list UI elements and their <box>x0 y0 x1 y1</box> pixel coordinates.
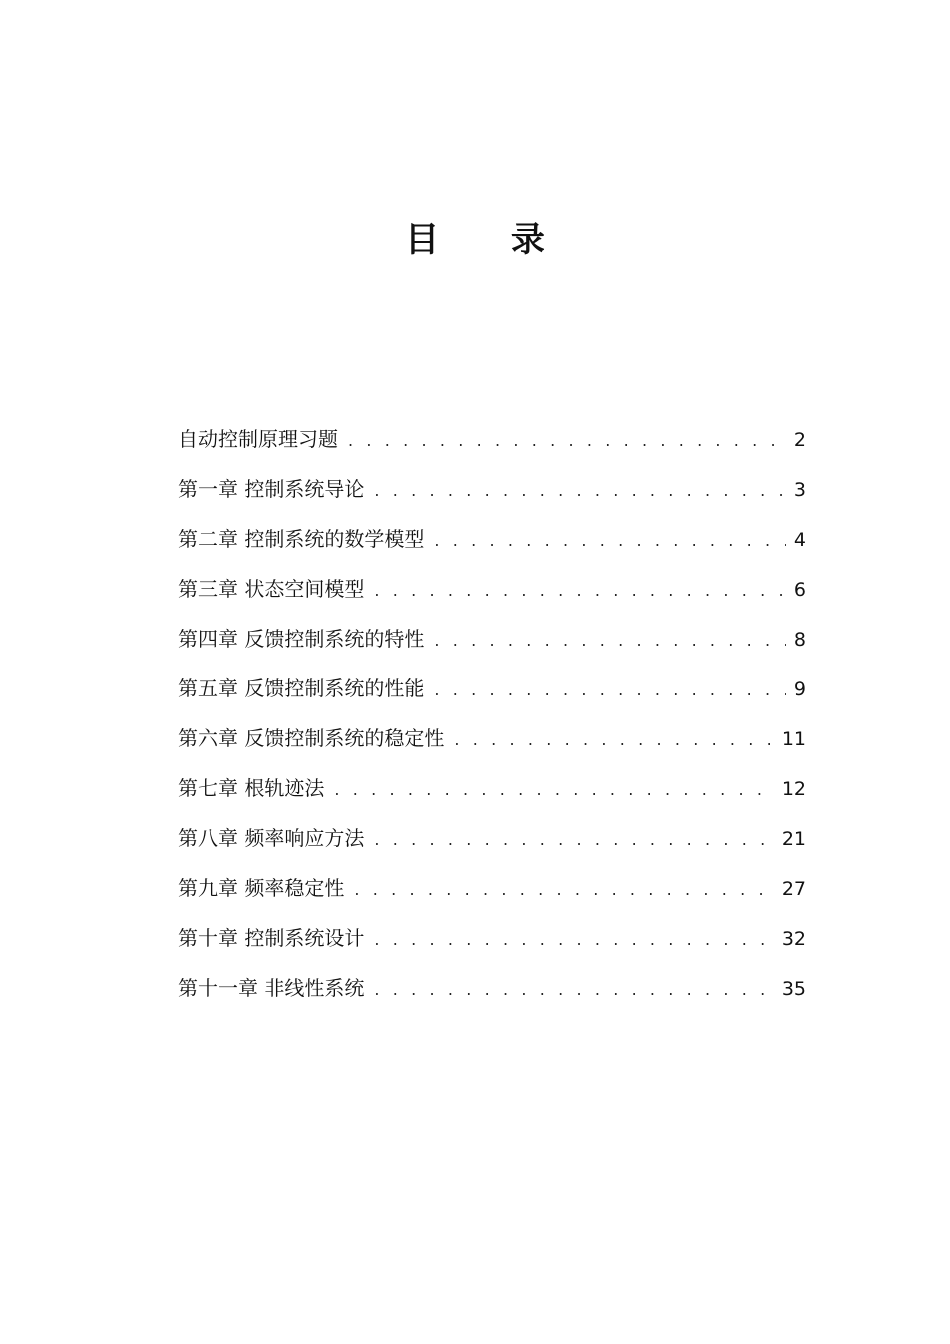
toc-entry-label: 第二章 控制系统的数学模型 <box>178 526 425 551</box>
toc-dot-leader <box>454 725 773 755</box>
toc-entry[interactable] <box>178 624 806 674</box>
toc-dot-leader <box>348 426 786 456</box>
toc-page-number: 6 <box>793 578 806 601</box>
toc-dot-leader <box>434 675 786 705</box>
toc-entry-label: 第八章 频率响应方法 <box>178 826 365 851</box>
toc-entry-label: 第九章 频率稳定性 <box>178 876 345 901</box>
toc-page-number: 4 <box>793 528 806 551</box>
table-of-contents <box>178 424 806 1023</box>
toc-entry[interactable] <box>178 574 806 624</box>
toc-page-number: 8 <box>793 628 806 651</box>
toc-entry[interactable] <box>178 873 806 923</box>
toc-entry-label: 自动控制原理习题 <box>178 427 338 451</box>
toc-entry[interactable] <box>178 823 806 873</box>
toc-entry-label: 第四章 反馈控制系统的特性 <box>178 626 425 651</box>
toc-page-number: 32 <box>781 927 806 950</box>
toc-entry[interactable] <box>178 424 806 474</box>
toc-entry[interactable] <box>178 973 806 1023</box>
toc-page-number: 35 <box>781 977 806 1000</box>
toc-entry-label: 第五章 反馈控制系统的性能 <box>178 676 425 701</box>
toc-entry[interactable] <box>178 723 806 773</box>
toc-entry-label: 第七章 根轨迹法 <box>178 776 325 801</box>
toc-page-number: 11 <box>781 728 806 751</box>
toc-dot-leader <box>434 626 786 656</box>
toc-entry[interactable] <box>178 673 806 723</box>
toc-page-number: 21 <box>781 828 806 851</box>
toc-page-number: 3 <box>793 478 806 501</box>
toc-entry-label: 第三章 状态空间模型 <box>178 576 365 601</box>
toc-entry-label: 第十章 控制系统设计 <box>178 925 365 950</box>
toc-entry-label: 第十一章 非线性系统 <box>178 975 365 1000</box>
toc-dot-leader <box>334 775 773 805</box>
toc-dot-leader <box>374 975 773 1005</box>
toc-page-number: 12 <box>781 778 806 801</box>
toc-entry-label: 第一章 控制系统导论 <box>178 476 365 501</box>
toc-dot-leader <box>374 925 773 955</box>
toc-dot-leader <box>374 825 773 855</box>
toc-entry[interactable] <box>178 773 806 823</box>
toc-page-number: 9 <box>793 678 806 701</box>
toc-dot-leader <box>354 875 773 905</box>
toc-entry[interactable] <box>178 474 806 524</box>
toc-entry-label: 第六章 反馈控制系统的稳定性 <box>178 726 445 751</box>
page-title: 目 录 <box>405 220 575 260</box>
toc-dot-leader <box>434 526 786 556</box>
toc-page-number: 2 <box>793 429 806 451</box>
toc-page-number: 27 <box>781 878 806 901</box>
toc-entry[interactable] <box>178 524 806 574</box>
toc-dot-leader <box>374 576 786 606</box>
toc-entry[interactable] <box>178 923 806 973</box>
toc-dot-leader <box>374 476 786 506</box>
